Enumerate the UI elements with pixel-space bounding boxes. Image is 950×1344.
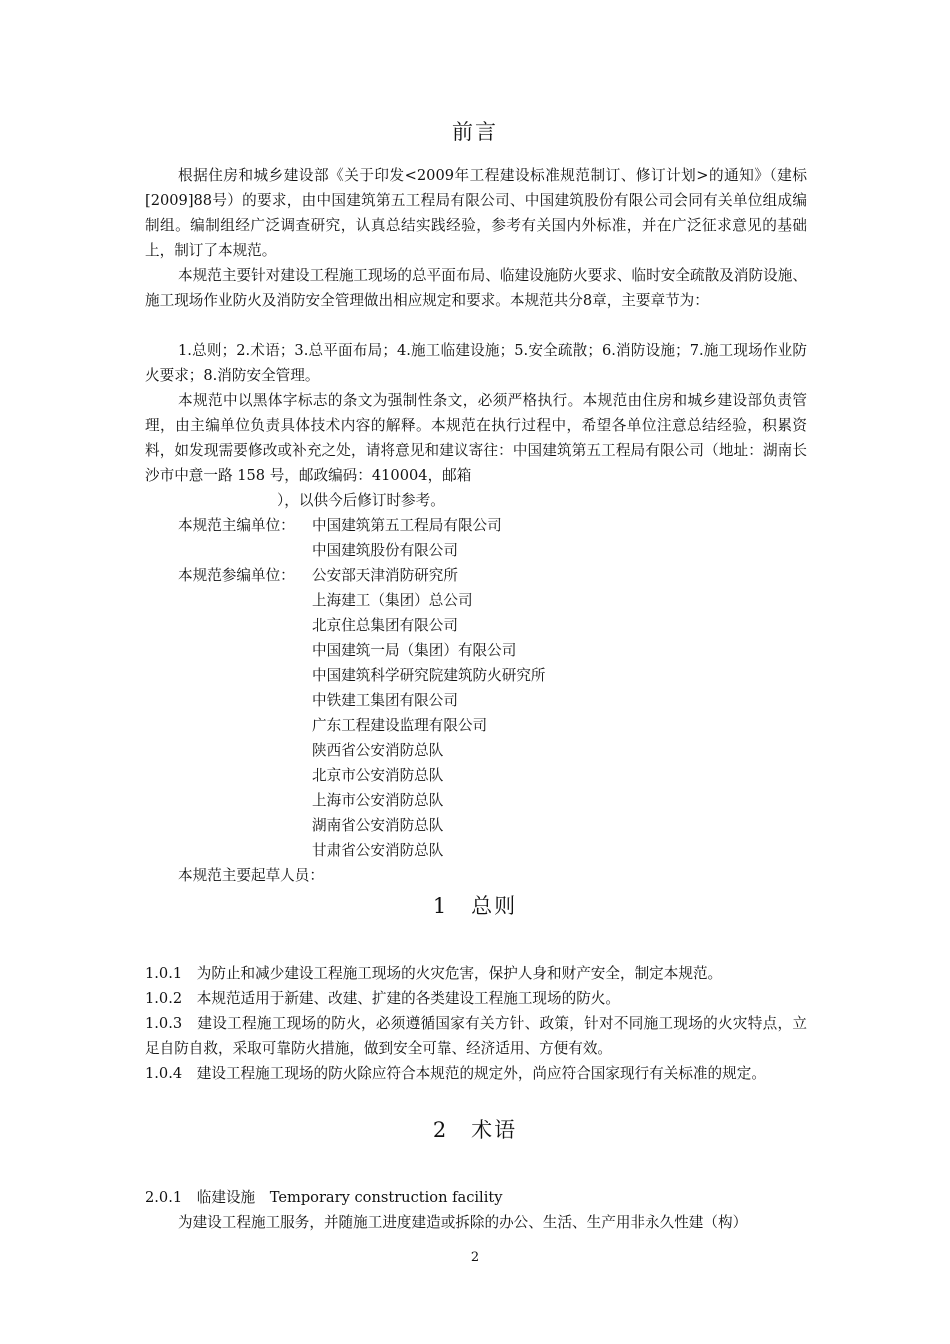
page-number: 2 (470, 1250, 480, 1265)
chapter-2-title: 2 术语 (432, 1118, 518, 1142)
participating-unit: 北京市公安消防总队 (312, 767, 444, 784)
chief-editor-unit: 中国建筑股份有限公司 (312, 542, 458, 559)
clause-1-0-3 (145, 1011, 807, 1061)
foreword-paragraph-1: 根据住房和城乡建设部《关于印发<2009年工程建设标准规范制订、修订计划>的通知》（建标[2009]88号）的要求，由中国建筑第五工程局有限公司、中国建筑股份有限公司会同有关单位组成编制组。编制组经广泛调查研究，认真总结实践经验，参考有关国内外标准，并在广泛征求意见的基础上，制订了本规范。 (145, 167, 807, 259)
foreword-paragraph-4: 本规范中以黑体字标志的条文为强制性条文，必须严格执行。本规范由住房和城乡建设部负责管理，由主编单位负责具体技术内容的解释。本规范在执行过程中，希望各单位注意总结经验，积累资料，如发现需要修改或补充之处，请将意见和建议寄往：中国建筑第五工程局有限公司（地址：湖南长沙市中意一路 158 号，邮政编码：410004，邮箱 (145, 392, 807, 484)
participating-unit: 上海建工（集团）总公司 (312, 592, 473, 609)
clause-number: 1.0.4 (145, 1065, 183, 1082)
participating-unit: 广东工程建设监理有限公司 (312, 717, 488, 734)
clause-text: 建设工程施工现场的防火，必须遵循国家有关方针、政策，针对不同施工现场的火灾特点，立足自防自救，采取可靠防火措施，做到安全可靠、经济适用、方便有效。 (145, 1015, 807, 1057)
clause-number: 1.0.3 (145, 1015, 183, 1032)
foreword-paragraph-2: 本规范主要针对建设工程施工现场的总平面布局、临建设施防火要求、临时安全疏散及消防设施、施工现场作业防火及消防安全管理做出相应规定和要求。本规范共分8章，主要章节为： (145, 267, 807, 309)
participating-unit: 陕西省公安消防总队 (312, 742, 444, 759)
term-english: Temporary construction facility (269, 1189, 503, 1206)
participating-unit: 湖南省公安消防总队 (312, 817, 444, 834)
participating-units-label: 本规范参编单位： (178, 567, 295, 584)
participating-unit: 中国建筑一局（集团）有限公司 (312, 642, 517, 659)
clause-1-0-1 (145, 961, 807, 986)
clause-number: 1.0.1 (145, 965, 183, 982)
clause-text: 为防止和减少建设工程施工现场的火灾危害，保护人身和财产安全，制定本规范。 (196, 965, 723, 982)
foreword-paragraph-4-end: ），以供今后修订时参考。 (277, 492, 445, 509)
term-definition: 为建设工程施工服务，并随施工进度建造或拆除的办公、生活、生产用非永久性建（构） (178, 1214, 748, 1231)
clause-1-0-4 (145, 1061, 807, 1086)
chief-editor-label: 本规范主编单位： (178, 517, 295, 534)
term-number: 2.0.1 (145, 1189, 183, 1206)
participating-unit: 中国建筑科学研究院建筑防火研究所 (312, 667, 546, 684)
chief-editor-unit: 中国建筑第五工程局有限公司 (312, 517, 502, 534)
participating-unit: 甘肃省公安消防总队 (312, 842, 444, 859)
term-2-0-1 (145, 1185, 503, 1210)
foreword-paragraph-3: 1.总则；2.术语；3.总平面布局；4.施工临建设施；5.安全疏散；6.消防设施；7.施工现场作业防火要求；8.消防安全管理。 (145, 342, 807, 384)
foreword-title: 前言 (452, 120, 498, 144)
clause-text: 建设工程施工现场的防火除应符合本规范的规定外，尚应符合国家现行有关标准的规定。 (196, 1065, 766, 1082)
clause-1-0-2 (145, 986, 807, 1011)
participating-unit: 中铁建工集团有限公司 (312, 692, 458, 709)
term-chinese: 临建设施 (196, 1189, 256, 1206)
participating-unit: 北京住总集团有限公司 (312, 617, 458, 634)
chapter-1-title: 1 总则 (432, 894, 518, 918)
clause-number: 1.0.2 (145, 990, 183, 1007)
clause-text: 本规范适用于新建、改建、扩建的各类建设工程施工现场的防火。 (196, 990, 620, 1007)
drafters-label: 本规范主要起草人员： (178, 867, 324, 884)
participating-unit: 公安部天津消防研究所 (312, 567, 458, 584)
participating-unit: 上海市公安消防总队 (312, 792, 444, 809)
